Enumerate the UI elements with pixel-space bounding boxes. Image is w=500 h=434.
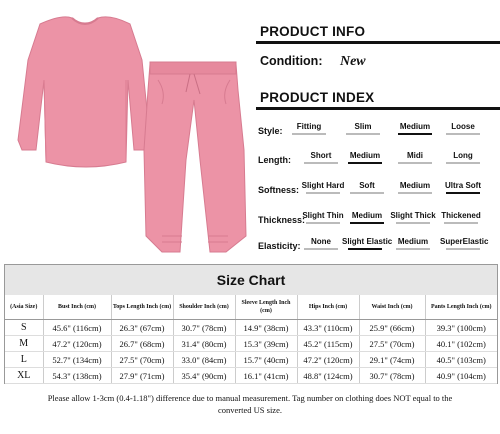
condition-row (260, 54, 366, 70)
index-option-selected: Medium (392, 122, 438, 135)
table-row (5, 336, 497, 352)
index-option: Midi (392, 151, 438, 164)
index-option: Fitting (286, 122, 332, 135)
index-option-selected: Slight Elastic (342, 237, 388, 250)
index-row-label: Softness: (258, 185, 300, 195)
condition-value: New (339, 54, 366, 69)
product-index-header (256, 90, 500, 110)
table-cell: 27.5" (70cm) (359, 336, 425, 352)
header-divider (256, 41, 500, 44)
column-header: Bust Inch (cm) (43, 295, 111, 320)
index-option: Slight Hard (300, 181, 346, 194)
index-option: Slight Thin (300, 211, 346, 224)
table-row (5, 368, 497, 384)
table-cell: 52.7" (134cm) (43, 352, 111, 368)
index-row-label: Thickness: (258, 215, 306, 225)
index-row-thickness (258, 211, 498, 233)
column-header: Waist Inch (cm) (359, 295, 425, 320)
table-cell: 54.3" (138cm) (43, 368, 111, 384)
index-option: SuperElastic (440, 237, 486, 250)
table-cell: 26.3" (67cm) (111, 320, 173, 336)
product-index-title: PRODUCT INDEX (260, 90, 375, 105)
table-cell: 45.2" (115cm) (297, 336, 359, 352)
size-table (5, 295, 497, 384)
column-header: Hips Inch (cm) (297, 295, 359, 320)
index-row-label: Length: (258, 155, 291, 165)
table-header-row (5, 295, 497, 320)
table-cell: 29.1" (74cm) (359, 352, 425, 368)
table-row (5, 352, 497, 368)
table-cell: 15.3" (39cm) (235, 336, 297, 352)
product-info-header (256, 24, 500, 44)
index-option: None (298, 237, 344, 250)
measurement-note: Please allow 1-3cm (0.4-1.18") difference due to manual measurement. Tag number on clothing does NOT equal to the converted US size. (47, 393, 453, 415)
column-header: (Asia Size) (5, 295, 43, 320)
index-row-softness (258, 181, 498, 203)
index-row-style (258, 122, 498, 144)
index-option-selected: Medium (342, 151, 388, 164)
table-cell: 25.9" (66cm) (359, 320, 425, 336)
index-row-elasticity (258, 237, 498, 259)
index-option: Medium (390, 237, 436, 250)
index-option: Slim (340, 122, 386, 135)
table-cell: 16.1" (41cm) (235, 368, 297, 384)
size-cell: M (5, 336, 43, 352)
table-cell: 40.9" (104cm) (425, 368, 497, 384)
column-header: Shoulder Inch (cm) (173, 295, 235, 320)
joggers-shape (144, 64, 246, 252)
table-cell: 33.0" (84cm) (173, 352, 235, 368)
index-row-length (258, 151, 498, 173)
index-option-selected: Medium (344, 211, 390, 224)
index-option: Long (440, 151, 486, 164)
table-cell: 40.1" (102cm) (425, 336, 497, 352)
table-cell: 15.7" (40cm) (235, 352, 297, 368)
index-row-label: Elasticity: (258, 241, 301, 251)
index-option: Thickened (438, 211, 484, 224)
product-image (0, 0, 250, 262)
size-cell: L (5, 352, 43, 368)
table-cell: 14.9" (38cm) (235, 320, 297, 336)
index-option: Soft (344, 181, 390, 194)
sweatshirt-shape (18, 17, 150, 167)
column-header: Pants Length Inch (cm) (425, 295, 497, 320)
index-row-label: Style: (258, 126, 283, 136)
table-cell: 35.4" (90cm) (173, 368, 235, 384)
index-option: Slight Thick (390, 211, 436, 224)
size-cell: S (5, 320, 43, 336)
column-header: Sleeve Length Inch (cm) (235, 295, 297, 320)
table-cell: 39.3" (100cm) (425, 320, 497, 336)
table-cell: 31.4" (80cm) (173, 336, 235, 352)
index-option: Medium (392, 181, 438, 194)
table-cell: 43.3" (110cm) (297, 320, 359, 336)
table-row (5, 320, 497, 336)
condition-label: Condition: (260, 54, 323, 68)
index-option: Loose (440, 122, 486, 135)
table-cell: 47.2" (120cm) (43, 336, 111, 352)
header-divider (256, 107, 500, 110)
table-cell: 30.7" (78cm) (173, 320, 235, 336)
size-cell: XL (5, 368, 43, 384)
table-cell: 40.5" (103cm) (425, 352, 497, 368)
table-cell: 26.7" (68cm) (111, 336, 173, 352)
size-chart-title: Size Chart (5, 265, 497, 295)
size-chart (4, 264, 498, 384)
index-option-selected: Ultra Soft (440, 181, 486, 194)
product-info-title: PRODUCT INFO (260, 24, 366, 39)
column-header: Tops Length Inch (cm) (111, 295, 173, 320)
table-cell: 30.7" (78cm) (359, 368, 425, 384)
table-cell: 27.5" (70cm) (111, 352, 173, 368)
index-option: Short (298, 151, 344, 164)
table-cell: 47.2" (120cm) (297, 352, 359, 368)
table-cell: 48.8" (124cm) (297, 368, 359, 384)
table-cell: 45.6" (116cm) (43, 320, 111, 336)
table-cell: 27.9" (71cm) (111, 368, 173, 384)
